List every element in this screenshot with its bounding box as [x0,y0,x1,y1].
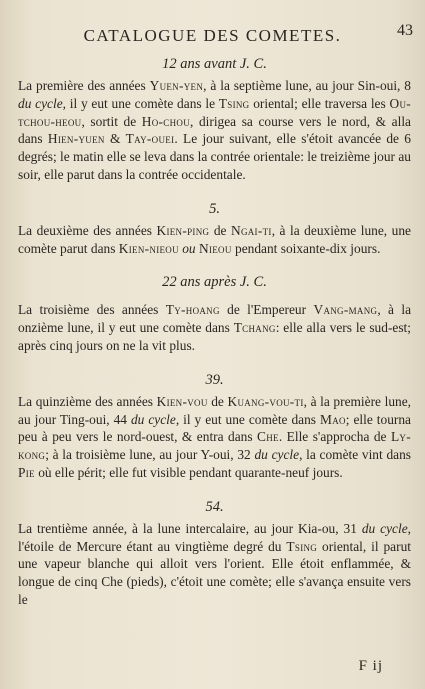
section-heading: 22 ans après J. C. [162,274,267,291]
section-heading: 5. [209,200,220,217]
section-heading: 12 ans avant J. C. [162,56,267,72]
paragraph: La deuxième des années Kien-ping de Ngai-ti, à la deuxième lune, une comète parut dans Kien-nieou ou Nieou pendant soixante-dix jours. [18,222,411,256]
section-heading: 54. [205,498,224,515]
running-title: CATALOGUE DES COMETES. [83,26,342,45]
page-number: 43 [397,22,413,39]
paragraph: La quinzième des années Kien-vou de Kuang-vou-ti, à la première lune, au jour Ting-oui, 44 du cycle, il y eut une comète dans Mao; elle tourna peu à peu vers le nord-ouest, & entra dans Che. Elle s'approcha de Ly-kong; à la troisième lune, au jour Y-oui, 32 du cycle, la comète vint dans Pie où elle périt; elle fut visible pendant quarante-neuf jours. [18,393,411,480]
signature-mark: F ij [358,658,383,674]
paragraph: La troisième des années Ty-hoang de l'Empereur Vang-mang, à la onzième lune, il y eut une comète dans Tchang: elle alla vers le sud-est; après cinq jours on ne la vit plus. [18,302,412,353]
page-header [0,22,425,44]
paragraph: La trentième année, à la lune intercalaire, au jour Kia-ou, 31 du cycle, l'étoile de Mercure étant au vingtième degré du Tsing oriental, il parut une vapeur blanche qui alloit vers l'orient. Elle étoit enflammée, & longue de cinq Che (pieds), c'étoit une comète; elle s'avança ensuite vers le [18,520,412,607]
section-heading: 39. [205,371,224,388]
paragraph: La première des années Yuen-yen, à la septième lune, au jour Sin-oui, 8 du cycle, il y eut une comète dans le Tsing oriental; elle traversa les Ou-tchou-heou, sortit de Ho-chou, dirigea sa course vers le nord, & alla dans Hien-yuen & Tay-ouei. Le jour suivant, elle s'étoit avancée de 6 degrés; le matin elle se leva dans la contrée orientale: le treizième jour au soir, elle parut dans la contrée occidentale. [18,78,411,182]
page-body [18,55,411,619]
